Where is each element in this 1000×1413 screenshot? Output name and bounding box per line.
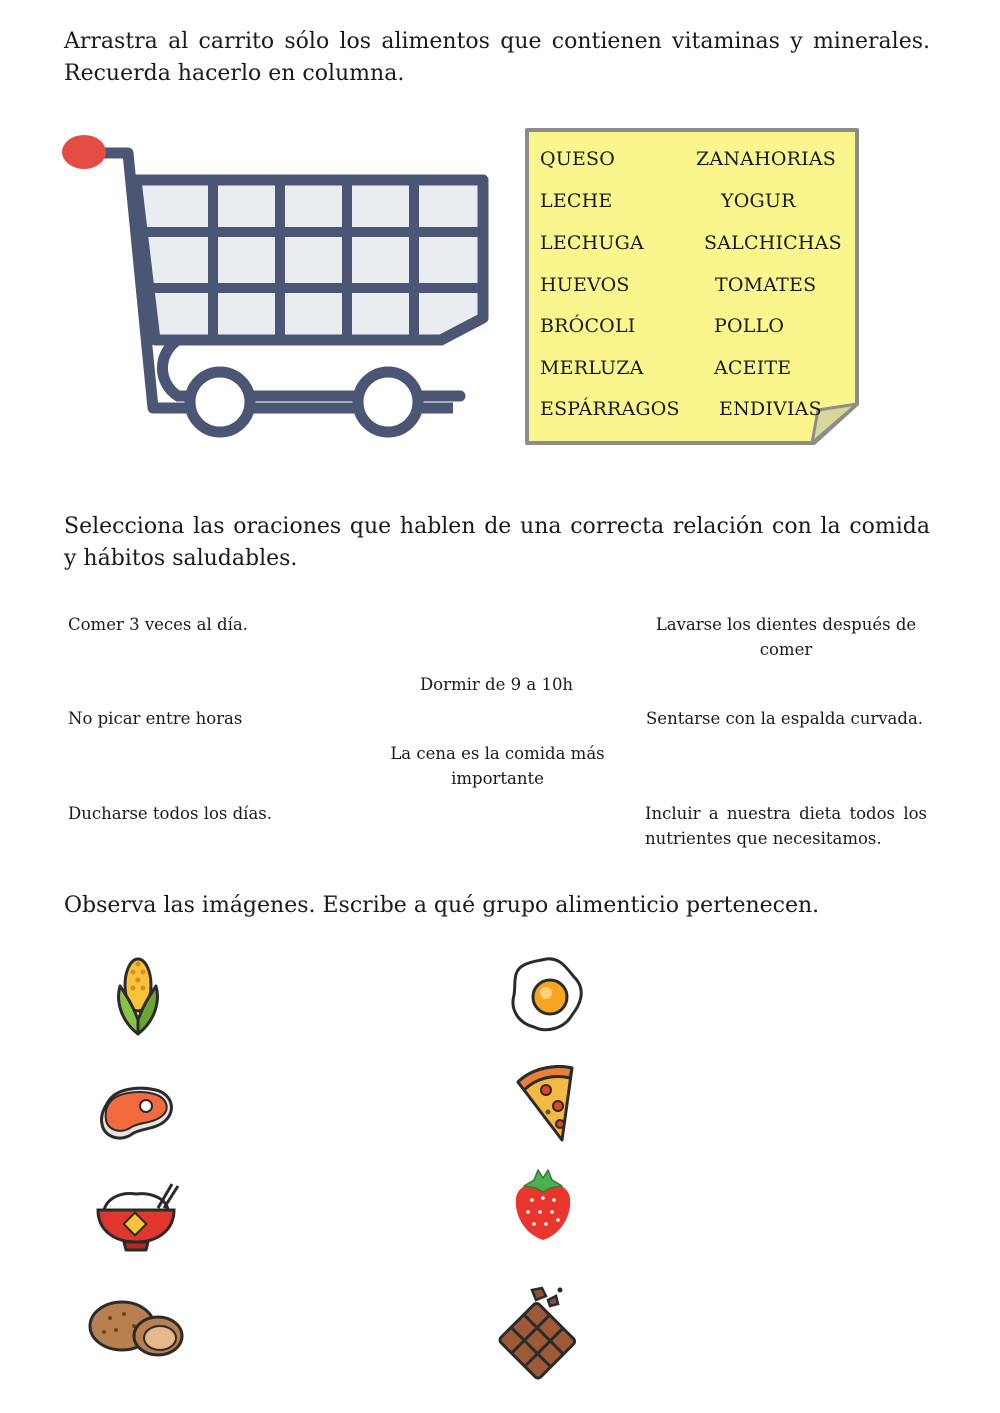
fried-egg-icon <box>506 953 586 1035</box>
steak-icon <box>96 1080 178 1144</box>
shopping-cart-dropzone[interactable] <box>58 130 498 450</box>
potato-icon <box>86 1296 186 1362</box>
word-card[interactable]: SALCHICHAS <box>704 232 842 254</box>
drag-instruction: Arrastra al carrito sólo los alimentos que contienen vitaminas y minerales. Recuerda hacerlo en columna. <box>64 29 930 86</box>
sentence-option[interactable]: Dormir de 9 a 10h <box>419 675 574 694</box>
rice-bowl-icon <box>94 1180 180 1254</box>
corn-icon <box>108 950 168 1040</box>
chocolate-bar-icon <box>496 1284 582 1380</box>
pizza-slice-icon <box>512 1062 576 1144</box>
word-card[interactable]: POLLO <box>714 315 785 337</box>
sentence-option[interactable]: Comer 3 veces al día. <box>68 615 248 634</box>
word-card[interactable]: HUEVOS <box>540 274 630 296</box>
word-card[interactable]: YOGUR <box>721 190 796 212</box>
sentence-option[interactable]: La cena es la comida más importante <box>390 744 605 788</box>
word-card[interactable]: QUESO <box>540 148 616 170</box>
word-card[interactable]: ACEITE <box>714 357 792 379</box>
images-instruction: Observa las imágenes. Escribe a qué grupo alimenticio pertenecen. <box>64 893 820 918</box>
word-card[interactable]: BRÓCOLI <box>540 315 636 337</box>
word-card[interactable]: LECHE <box>540 190 613 212</box>
sentence-option[interactable]: No picar entre horas <box>68 709 243 728</box>
sentence-option[interactable]: Ducharse todos los días. <box>68 804 273 823</box>
strawberry-icon <box>510 1168 576 1244</box>
sentence-option[interactable]: Sentarse con la espalda curvada. <box>646 709 924 728</box>
word-card[interactable]: ESPÁRRAGOS <box>540 398 680 420</box>
word-card[interactable]: TOMATES <box>715 274 817 296</box>
word-card[interactable]: MERLUZA <box>540 357 644 379</box>
word-card[interactable]: ZANAHORIAS <box>696 148 836 170</box>
select-instruction: Selecciona las oraciones que hablen de una correcta relación con la comida y hábitos saludables. <box>64 514 930 571</box>
sentence-option[interactable]: Lavarse los dientes después de comer <box>655 615 917 659</box>
word-card[interactable]: ENDIVIAS <box>719 398 822 420</box>
sentence-option[interactable]: Incluir a nuestra dieta todos los nutrientes que necesitamos. <box>645 804 927 848</box>
word-card[interactable]: LECHUGA <box>540 232 644 254</box>
